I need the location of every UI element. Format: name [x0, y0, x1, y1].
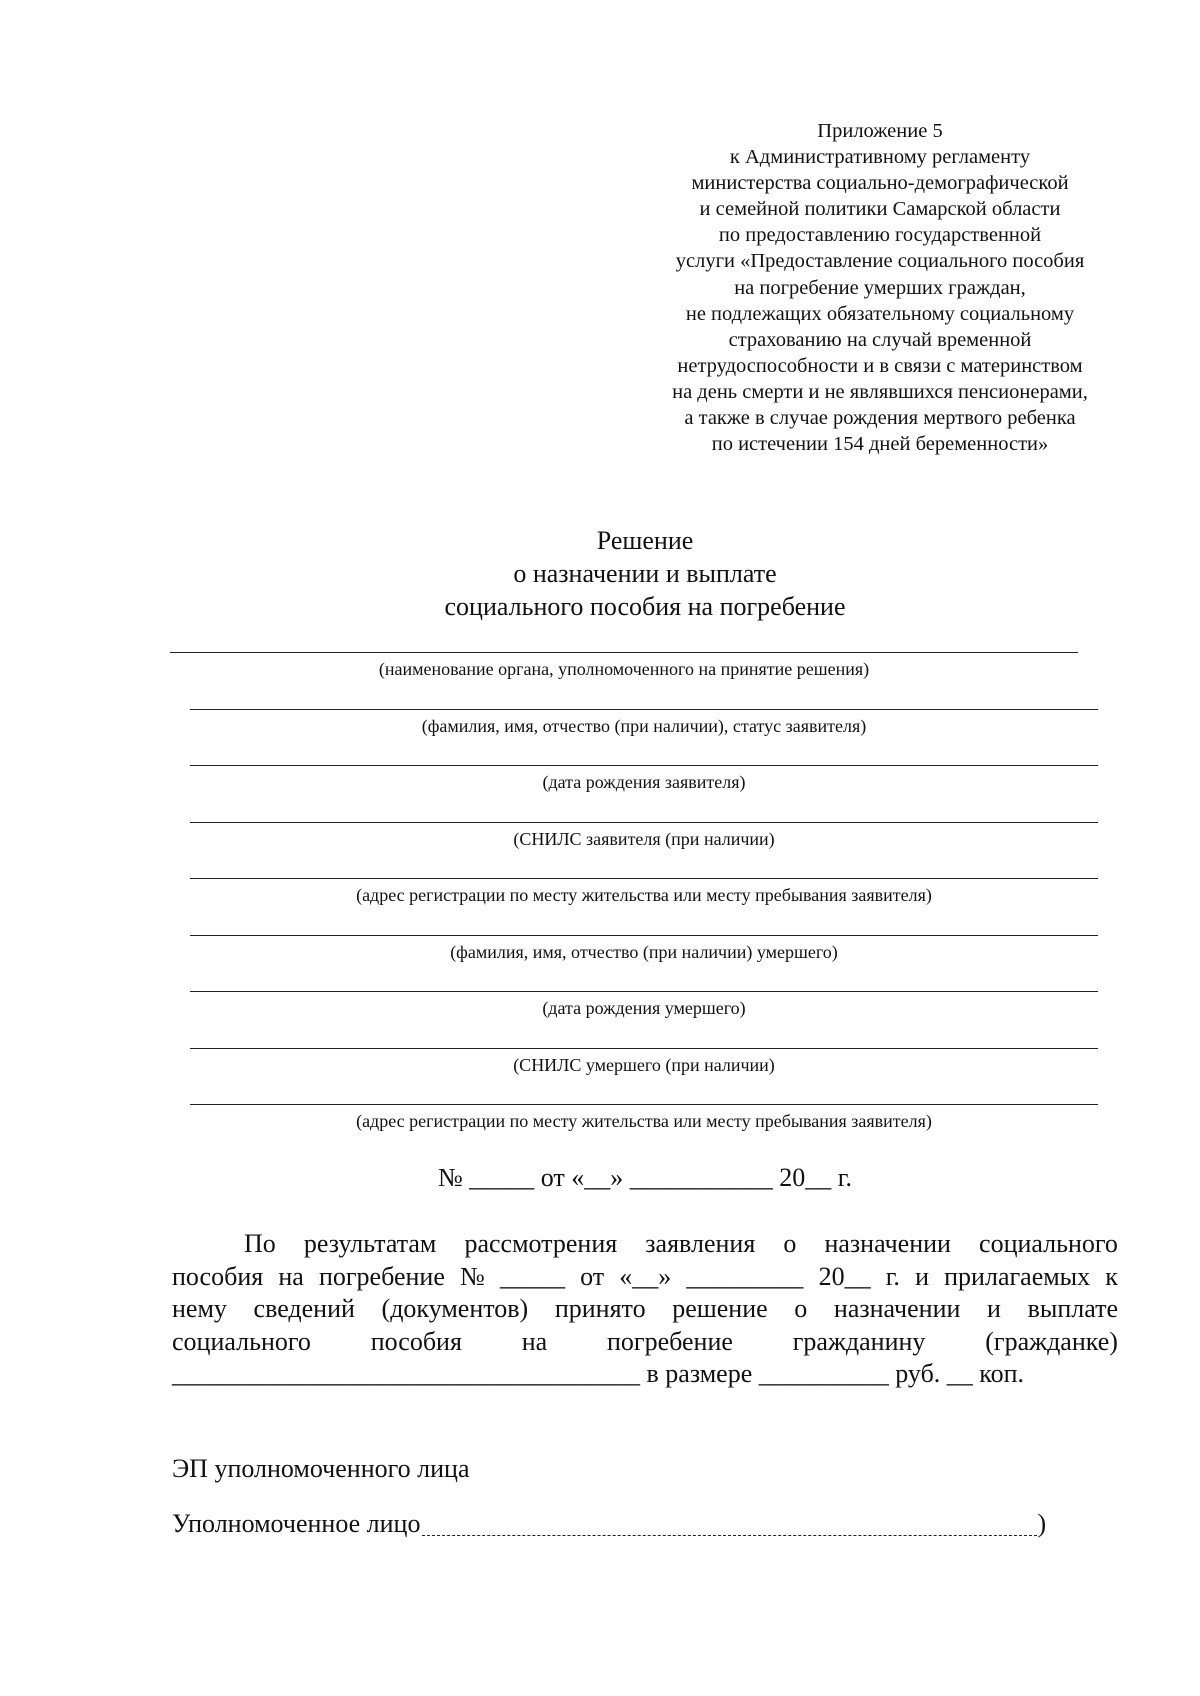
paragraph-row-2 [172, 1261, 1118, 1294]
word: «__» [619, 1261, 672, 1291]
field-caption: (дата рождения заявителя) [542, 772, 746, 792]
word: и [987, 1294, 1001, 1323]
word: о [783, 1229, 797, 1258]
blank-line [190, 878, 1098, 879]
word: к [1105, 1261, 1118, 1291]
paragraph-row-5: ____________________________________ в размере __________ руб. __ коп. [172, 1359, 1025, 1388]
field-deceased-birthdate [190, 991, 1098, 1019]
field-deceased-address [190, 1104, 1098, 1132]
field-deceased-snils [190, 1048, 1098, 1076]
appendix-line: и семейной политики Самарской области [699, 198, 1061, 221]
appendix-line: к Административному регламенту [729, 146, 1031, 169]
blank-line [190, 822, 1098, 823]
word: пособия [172, 1261, 264, 1291]
blank-line [190, 991, 1098, 992]
field-applicant-name [190, 709, 1098, 737]
word: о [794, 1294, 808, 1323]
closing-paren: ) [1037, 1509, 1047, 1538]
field-applicant-address [190, 878, 1098, 906]
word: прилагаемых [944, 1261, 1091, 1291]
word: социального [172, 1326, 311, 1356]
word: выплате [1027, 1294, 1118, 1323]
word: принято [554, 1294, 646, 1323]
word: решение [672, 1294, 768, 1323]
word: г. [885, 1261, 900, 1291]
appendix-line: не подлежащих обязательному социальному [685, 302, 1075, 325]
decision-paragraph [172, 1228, 1118, 1391]
paragraph-row-3 [172, 1293, 1118, 1326]
field-caption: (СНИЛС умершего (при наличии) [513, 1055, 775, 1075]
appendix-line: на погребение умерших граждан, [734, 276, 1026, 299]
appendix-line: нетрудоспособности и в связи с материнством [677, 354, 1083, 377]
word: (гражданке) [985, 1326, 1118, 1356]
blank-line [190, 765, 1098, 766]
word: социального [979, 1229, 1118, 1258]
word: результатам [303, 1229, 437, 1258]
appendix-line: страхованию на случай временной [728, 328, 1032, 351]
word: назначении [833, 1294, 961, 1323]
word: на [521, 1326, 548, 1356]
appendix-line: а также в случае рождения мертвого ребенка [684, 407, 1076, 430]
appendix-block [640, 118, 1120, 457]
word: гражданину [792, 1326, 926, 1356]
appendix-line: на день смерти и не являвшихся пенсионерами, [672, 380, 1088, 403]
blank-line [190, 1048, 1098, 1049]
field-caption: (СНИЛС заявителя (при наличии) [513, 829, 775, 849]
title-line-1: Решение [596, 526, 694, 555]
word: сведений [253, 1294, 355, 1323]
word: По [244, 1229, 276, 1258]
field-applicant-birthdate [190, 765, 1098, 793]
blank-line [190, 1104, 1098, 1105]
field-caption: (адрес регистрации по месту жительства или месту пребывания заявителя) [356, 885, 932, 905]
field-caption: (наименование органа, уполномоченного на принятие решения) [378, 659, 870, 679]
appendix-line: услуги «Предоставление социального пособия [675, 250, 1085, 273]
field-applicant-snils [190, 822, 1098, 850]
word: на [278, 1261, 304, 1291]
word: нему [172, 1294, 227, 1323]
paragraph-row-4 [172, 1326, 1118, 1359]
word: (документов) [381, 1294, 529, 1323]
field-deceased-name [190, 935, 1098, 963]
word: назначении [824, 1229, 951, 1258]
blank-line [170, 652, 1078, 653]
word: пособия [370, 1326, 462, 1356]
field-caption: (фамилия, имя, отчество (при наличии) умершего) [450, 942, 838, 962]
appendix-line: по предоставлению государственной [718, 224, 1042, 247]
blank-line [190, 935, 1098, 936]
word: и [915, 1261, 929, 1291]
field-caption: (фамилия, имя, отчество (при наличии), статус заявителя) [421, 716, 867, 736]
paragraph-row-1 [172, 1228, 1118, 1261]
appendix-line: Приложение 5 [817, 120, 943, 142]
field-caption: (дата рождения умершего) [542, 998, 746, 1018]
document-title [300, 524, 990, 623]
word: № [460, 1261, 485, 1291]
word: заявления [645, 1229, 756, 1258]
word: от [580, 1261, 605, 1291]
word: погребение [318, 1261, 445, 1291]
appendix-line: министерства социально-демографической [691, 172, 1069, 195]
blank-line [190, 709, 1098, 710]
signature-blank [422, 1534, 1037, 1536]
authorized-person-line [172, 1508, 1046, 1540]
title-line-2: о назначении и выплате [513, 559, 777, 588]
decision-number-line: № _____ от «__» ___________ 20__ г. [437, 1163, 853, 1192]
field-caption: (адрес регистрации по месту жительства или месту пребывания заявителя) [356, 1111, 932, 1131]
authorized-label: Уполномоченное лицо [172, 1509, 421, 1538]
appendix-line: по истечении 154 дней беременности» [711, 433, 1049, 456]
word: погребение [607, 1326, 733, 1356]
word: рассмотрения [464, 1229, 618, 1258]
ep-label: ЭП уполномоченного лица [172, 1454, 470, 1483]
title-line-3: социального пособия на погребение [444, 592, 846, 621]
field-authority [170, 652, 1078, 680]
word: _____ [499, 1261, 565, 1291]
word: 20__ [818, 1261, 871, 1291]
word: _________ [686, 1261, 804, 1291]
